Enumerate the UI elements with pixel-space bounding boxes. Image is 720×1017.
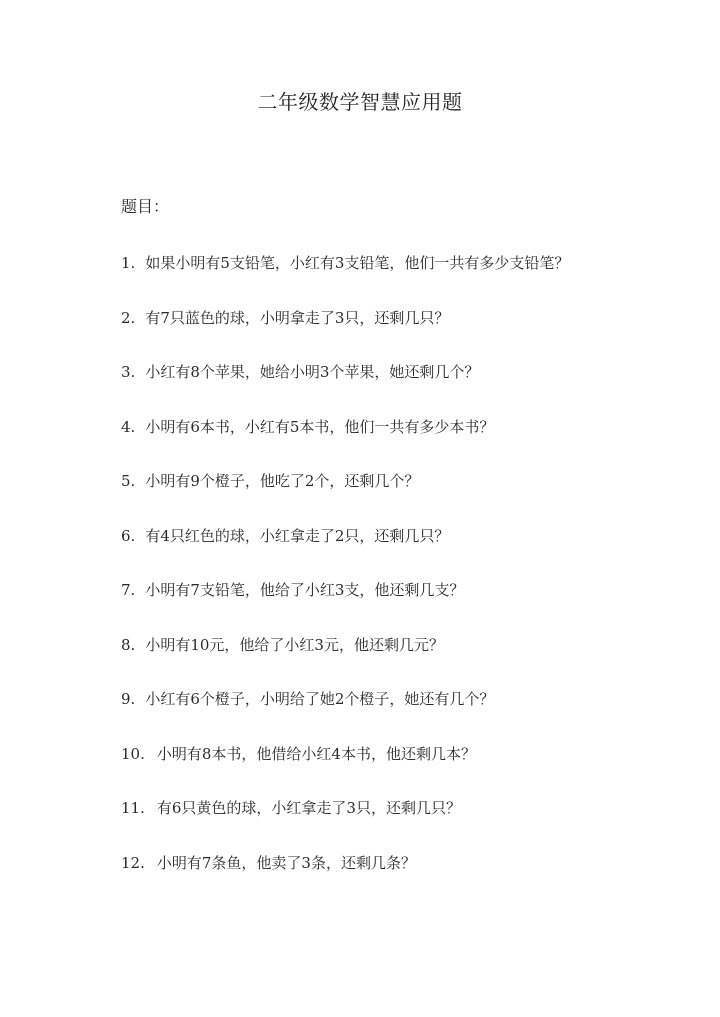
question-number: 1. xyxy=(121,254,136,272)
question-item xyxy=(121,797,681,852)
question-number: 2. xyxy=(121,308,136,327)
question-item xyxy=(121,416,681,471)
question-number: 3. xyxy=(121,363,136,381)
question-item xyxy=(121,361,681,416)
question-item xyxy=(121,688,681,743)
question-number: 10. xyxy=(121,744,145,763)
question-number: 4. xyxy=(121,417,136,436)
question-number: 7. xyxy=(121,581,136,599)
page-title: 二年级数学智慧应用题 xyxy=(257,90,463,114)
question-item xyxy=(121,743,681,798)
question-text: 小明有10元，他给了小红3元，他还剩几元？ xyxy=(145,635,444,654)
question-text: 小明有8本书，他借给小红4本书，他还剩几本？ xyxy=(156,744,476,763)
question-number: 5. xyxy=(121,472,136,490)
question-text: 如果小明有5支铅笔，小红有3支铅笔，他们一共有多少支铅笔？ xyxy=(145,254,570,272)
question-number: 11. xyxy=(121,799,145,817)
question-text: 小明有9个橙子，他吃了2个，还剩几个？ xyxy=(145,472,420,490)
question-text: 有7只蓝色的球，小明拿走了3只，还剩几只？ xyxy=(145,308,450,327)
question-item xyxy=(121,579,681,634)
section-label: 题目： xyxy=(121,197,170,216)
question-text: 小红有6个橙子，小明给了她2个橙子，她还有几个？ xyxy=(145,690,495,708)
question-number: 6. xyxy=(121,526,136,545)
question-text: 小明有6本书，小红有5本书，他们一共有多少本书？ xyxy=(145,417,495,436)
question-item xyxy=(121,307,681,362)
question-item xyxy=(121,525,681,580)
question-text: 小明有7支铅笔，他给了小红3支，他还剩几支？ xyxy=(145,581,465,599)
question-number: 12. xyxy=(121,853,145,872)
question-text: 小红有8个苹果，她给小明3个苹果，她还剩几个？ xyxy=(145,363,480,381)
question-text: 有6只黄色的球，小红拿走了3只，还剩几只？ xyxy=(156,799,461,817)
question-number: 8. xyxy=(121,635,136,654)
question-item xyxy=(121,470,681,525)
question-item xyxy=(121,252,681,307)
question-text: 有4只红色的球，小红拿走了2只，还剩几只？ xyxy=(145,526,450,545)
question-item xyxy=(121,852,681,907)
question-number: 9. xyxy=(121,690,136,708)
question-text: 小明有7条鱼，他卖了3条，还剩几条？ xyxy=(156,853,416,872)
question-item xyxy=(121,634,681,689)
question-list xyxy=(121,252,681,906)
